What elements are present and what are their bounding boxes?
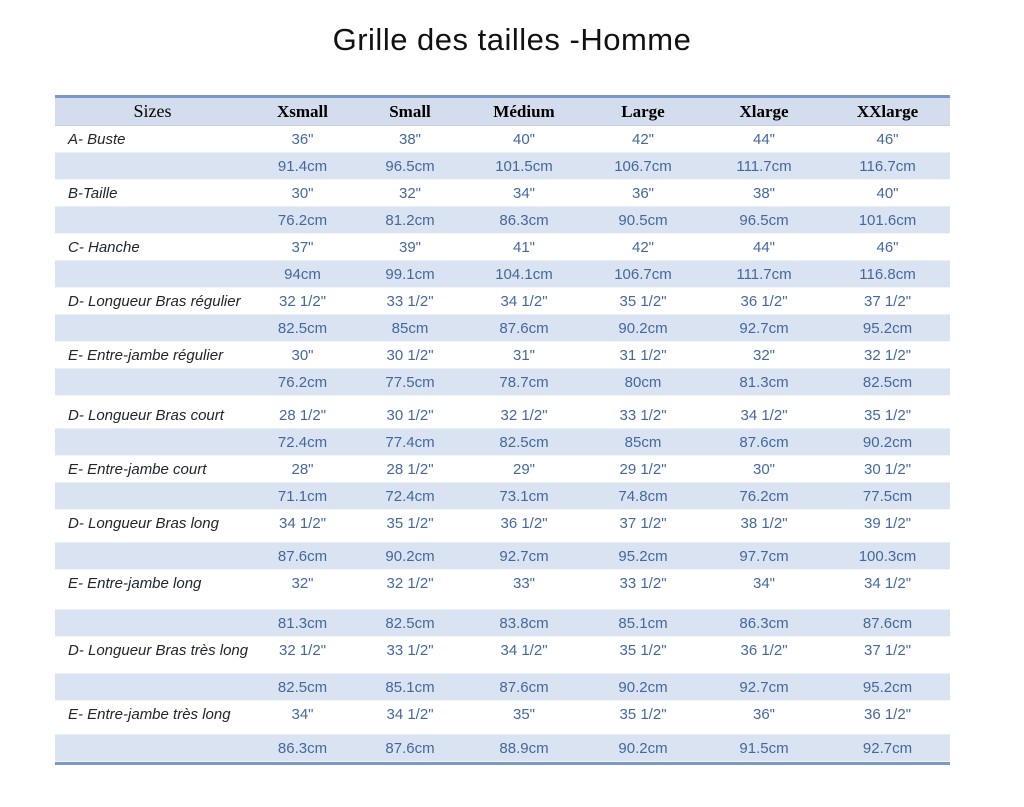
- cm-value-cell: 95.2cm: [862, 319, 913, 337]
- cm-value-cell: 116.8cm: [859, 265, 916, 283]
- measurement-row-inches: [55, 402, 950, 428]
- inch-value-cell: 37 1/2": [619, 514, 667, 532]
- measurement-row-cm: [55, 152, 950, 180]
- cm-value-cell: 92.7cm: [739, 678, 789, 696]
- row-label: C- Hanche: [68, 238, 140, 256]
- inch-value-cell: 28": [291, 460, 314, 478]
- cm-value-cell: 77.4cm: [385, 433, 435, 451]
- measurement-row-cm: [55, 734, 950, 762]
- inch-value-cell: 32 1/2": [863, 346, 912, 364]
- column-header: Médium: [493, 101, 555, 121]
- cm-value-cell: 87.6cm: [499, 319, 549, 337]
- inch-value-cell: 29 1/2": [619, 460, 667, 478]
- cm-value-cell: 96.5cm: [739, 211, 789, 229]
- cm-value-cell: 82.5cm: [277, 678, 328, 696]
- measurement-row-inches: [55, 637, 950, 663]
- column-header: Large: [621, 101, 665, 121]
- cm-value-cell: 76.2cm: [739, 487, 789, 505]
- inch-value-cell: 36": [631, 184, 654, 202]
- inch-value-cell: 32 1/2": [278, 641, 327, 659]
- inch-value-cell: 32 1/2": [278, 292, 327, 310]
- cm-value-cell: 90.2cm: [385, 547, 435, 565]
- inch-value-cell: 31": [512, 346, 535, 364]
- cm-value-cell: 94cm: [284, 265, 321, 283]
- inch-value-cell: 28 1/2": [278, 406, 327, 424]
- row-label: E- Entre-jambe long: [68, 574, 202, 592]
- row-label: D- Longueur Bras court: [68, 406, 224, 424]
- cm-value-cell: 101.5cm: [495, 157, 553, 175]
- cm-value-cell: 82.5cm: [862, 373, 913, 391]
- inch-value-cell: 32 1/2": [500, 406, 548, 424]
- inch-value-cell: 33 1/2": [619, 574, 667, 592]
- cm-value-cell: 91.4cm: [277, 157, 328, 175]
- cm-value-cell: 96.5cm: [385, 157, 435, 175]
- cm-value-cell: 101.6cm: [858, 211, 917, 229]
- inch-value-cell: 30 1/2": [386, 346, 434, 364]
- row-label: D- Longueur Bras long: [68, 514, 219, 532]
- cm-value-cell: 85cm: [391, 319, 429, 337]
- inch-value-cell: 34": [291, 705, 314, 723]
- cm-value-cell: 85.1cm: [618, 614, 668, 632]
- cm-value-cell: 87.6cm: [385, 739, 435, 757]
- measurement-row-inches: [55, 570, 950, 596]
- measurement-row-inches: [55, 126, 950, 152]
- column-header: Small: [389, 101, 431, 121]
- cm-value-cell: 77.5cm: [862, 487, 913, 505]
- inch-value-cell: 33": [512, 574, 535, 592]
- cm-value-cell: 82.5cm: [277, 319, 328, 337]
- inch-value-cell: 30": [291, 184, 314, 202]
- cm-value-cell: 97.7cm: [739, 547, 789, 565]
- cm-value-cell: 85.1cm: [385, 678, 435, 696]
- inch-value-cell: 40": [512, 130, 535, 148]
- inch-value-cell: 36 1/2": [500, 514, 548, 532]
- inch-value-cell: 30 1/2": [863, 460, 912, 478]
- inch-value-cell: 33 1/2": [386, 641, 434, 659]
- inch-value-cell: 30": [291, 346, 314, 364]
- measurement-row-cm: [55, 542, 950, 570]
- inch-value-cell: 31 1/2": [619, 346, 667, 364]
- inch-value-cell: 32": [752, 346, 775, 364]
- inch-value-cell: 44": [752, 238, 775, 256]
- cm-value-cell: 90.2cm: [862, 433, 913, 451]
- cm-value-cell: 76.2cm: [277, 373, 328, 391]
- row-label: E- Entre-jambe régulier: [68, 346, 224, 364]
- measurement-row-cm: [55, 609, 950, 637]
- measurement-row-inches: [55, 701, 950, 727]
- inch-value-cell: 34 1/2": [386, 705, 434, 723]
- inch-value-cell: 37": [291, 238, 314, 256]
- inch-value-cell: 37 1/2": [863, 641, 912, 659]
- inch-value-cell: 34 1/2": [500, 641, 548, 659]
- inch-value-cell: 36 1/2": [740, 641, 788, 659]
- column-header-sizes: Sizes: [133, 101, 172, 121]
- cm-value-cell: 81.3cm: [739, 373, 789, 391]
- cm-value-cell: 91.5cm: [739, 739, 789, 757]
- cm-value-cell: 100.3cm: [858, 547, 917, 565]
- cm-value-cell: 90.2cm: [618, 739, 668, 757]
- cm-value-cell: 80cm: [624, 373, 662, 391]
- cm-value-cell: 73.1cm: [499, 487, 549, 505]
- column-header: Xsmall: [277, 101, 328, 121]
- measurement-row-cm: [55, 482, 950, 510]
- size-chart-table: [55, 95, 950, 765]
- inch-value-cell: 34 1/2": [863, 574, 912, 592]
- cm-value-cell: 81.3cm: [277, 614, 328, 632]
- cm-value-cell: 95.2cm: [618, 547, 668, 565]
- measurement-row-cm: [55, 260, 950, 288]
- inch-value-cell: 33 1/2": [619, 406, 667, 424]
- row-label: D- Longueur Bras régulier: [68, 292, 241, 310]
- inch-value-cell: 29": [512, 460, 535, 478]
- inch-value-cell: 42": [631, 130, 654, 148]
- row-label: E- Entre-jambe court: [68, 460, 207, 478]
- cm-value-cell: 87.6cm: [277, 547, 328, 565]
- measurement-row-inches: [55, 342, 950, 368]
- inch-value-cell: 30": [752, 460, 775, 478]
- cm-value-cell: 106.7cm: [614, 157, 672, 175]
- inch-value-cell: 46": [876, 130, 899, 148]
- cm-value-cell: 90.5cm: [618, 211, 668, 229]
- inch-value-cell: 35 1/2": [619, 705, 667, 723]
- cm-value-cell: 71.1cm: [277, 487, 328, 505]
- inch-value-cell: 34 1/2": [278, 514, 327, 532]
- inch-value-cell: 30 1/2": [386, 406, 434, 424]
- cm-value-cell: 106.7cm: [614, 265, 672, 283]
- cm-value-cell: 78.7cm: [499, 373, 549, 391]
- cm-value-cell: 82.5cm: [385, 614, 435, 632]
- inch-value-cell: 32": [398, 184, 421, 202]
- inch-value-cell: 35": [512, 705, 535, 723]
- inch-value-cell: 35 1/2": [619, 292, 667, 310]
- cm-value-cell: 76.2cm: [277, 211, 328, 229]
- inch-value-cell: 36 1/2": [863, 705, 912, 723]
- inch-value-cell: 32 1/2": [386, 574, 434, 592]
- cm-value-cell: 104.1cm: [495, 265, 553, 283]
- measurement-row-inches: [55, 456, 950, 482]
- cm-value-cell: 85cm: [624, 433, 662, 451]
- cm-value-cell: 95.2cm: [862, 678, 913, 696]
- inch-value-cell: 36": [752, 705, 775, 723]
- cm-value-cell: 88.9cm: [499, 739, 549, 757]
- measurement-row-inches: [55, 180, 950, 206]
- inch-value-cell: 40": [876, 184, 899, 202]
- cm-value-cell: 82.5cm: [499, 433, 549, 451]
- inch-value-cell: 39 1/2": [863, 514, 912, 532]
- measurement-row-cm: [55, 314, 950, 342]
- cm-value-cell: 87.6cm: [862, 614, 913, 632]
- inch-value-cell: 38": [752, 184, 775, 202]
- cm-value-cell: 111.7cm: [736, 157, 792, 175]
- inch-value-cell: 34 1/2": [740, 406, 788, 424]
- column-header: Xlarge: [739, 101, 789, 121]
- cm-value-cell: 83.8cm: [499, 614, 549, 632]
- cm-value-cell: 111.7cm: [736, 265, 792, 283]
- inch-value-cell: 46": [876, 238, 899, 256]
- inch-value-cell: 35 1/2": [863, 406, 912, 424]
- row-label: E- Entre-jambe très long: [68, 705, 231, 723]
- cm-value-cell: 81.2cm: [385, 211, 435, 229]
- cm-value-cell: 99.1cm: [385, 265, 435, 283]
- inch-value-cell: 38 1/2": [740, 514, 788, 532]
- inch-value-cell: 34": [512, 184, 535, 202]
- cm-value-cell: 90.2cm: [618, 319, 668, 337]
- inch-value-cell: 37 1/2": [863, 292, 912, 310]
- inch-value-cell: 34 1/2": [500, 292, 548, 310]
- column-header: XXlarge: [856, 101, 919, 121]
- measurement-row-cm: [55, 206, 950, 234]
- cm-value-cell: 92.7cm: [739, 319, 789, 337]
- cm-value-cell: 87.6cm: [499, 678, 549, 696]
- row-label: B-Taille: [68, 184, 118, 202]
- cm-value-cell: 72.4cm: [277, 433, 328, 451]
- inch-value-cell: 44": [752, 130, 775, 148]
- cm-value-cell: 92.7cm: [499, 547, 549, 565]
- cm-value-cell: 90.2cm: [618, 678, 668, 696]
- inch-value-cell: 39": [398, 238, 421, 256]
- row-label: A- Buste: [68, 130, 126, 148]
- cm-value-cell: 86.3cm: [739, 614, 789, 632]
- measurement-row-cm: [55, 673, 950, 701]
- page-title: Grille des tailles -Homme: [332, 22, 692, 57]
- table-header-row: [55, 98, 950, 126]
- cm-value-cell: 87.6cm: [739, 433, 789, 451]
- inch-value-cell: 36": [291, 130, 314, 148]
- cm-value-cell: 72.4cm: [385, 487, 435, 505]
- inch-value-cell: 35 1/2": [386, 514, 434, 532]
- inch-value-cell: 34": [752, 574, 775, 592]
- inch-value-cell: 38": [398, 130, 421, 148]
- inch-value-cell: 35 1/2": [619, 641, 667, 659]
- cm-value-cell: 116.7cm: [859, 157, 916, 175]
- measurement-row-inches: [55, 234, 950, 260]
- inch-value-cell: 33 1/2": [386, 292, 434, 310]
- row-label: D- Longueur Bras très long: [68, 641, 249, 659]
- inch-value-cell: 42": [631, 238, 654, 256]
- cm-value-cell: 86.3cm: [499, 211, 549, 229]
- inch-value-cell: 41": [512, 238, 535, 256]
- cm-value-cell: 74.8cm: [618, 487, 668, 505]
- inch-value-cell: 28 1/2": [386, 460, 434, 478]
- measurement-row-cm: [55, 368, 950, 396]
- inch-value-cell: 36 1/2": [740, 292, 788, 310]
- measurement-row-inches: [55, 288, 950, 314]
- measurement-row-cm: [55, 428, 950, 456]
- inch-value-cell: 32": [291, 574, 314, 592]
- cm-value-cell: 77.5cm: [385, 373, 435, 391]
- cm-value-cell: 86.3cm: [277, 739, 328, 757]
- measurement-row-inches: [55, 510, 950, 536]
- cm-value-cell: 92.7cm: [862, 739, 913, 757]
